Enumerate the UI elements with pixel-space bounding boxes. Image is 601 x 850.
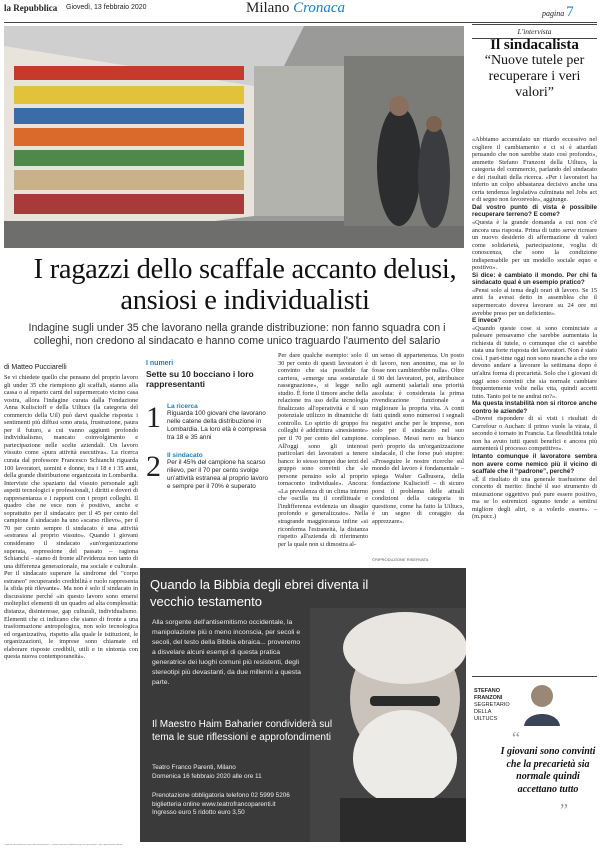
ad-body: Alla sorgente dell'antisemitismo occidentale, la manipolazione più o meno inconscia, per secoli e secoli, del testo della Bibbia ebraica... proveremo a disvelare alcuni esempi di questa pratica generatrice dei luoghi comuni più resistenti, degli stereotipi più devastanti, da due millenni a questa parte. [152,619,301,686]
person-role: SEGRETARIO DELLA UILTUCS [474,702,510,722]
issue-date: Giovedì, 13 febbraio 2020 [66,4,147,11]
interview-answer: «Dovrei rispondere di sì visti i risultati di Carrefour o Auchan: il primo vuole la virata, il secondo è tornato in Francia. La flessibilità totale non ha avuto tutti questi benefici e ancora più aumenterà il processo competitivo». [472,415,597,453]
ad-datetime: Domenica 16 febbraio 2020 alle ore 11 [152,772,262,780]
svg-text:”: ” [560,802,568,814]
stat-tag: La ricerca [167,403,198,410]
interview-answer: «Pensi solo al tema degli orari di lavoro. Se 15 anni fa avessi detto in assemblea che il supermercato doveva lavorare su 24 ore mi avrebbe preso per un deficiente». [472,286,597,317]
stat-item-1 [146,403,272,442]
numbers-label: I numeri [146,360,174,367]
interview-question: E invece? [472,317,502,325]
headline: I ragazzi dello scaffale accanto delusi, ansiosi e individualisti [33,254,457,316]
interview-question: Intanto comunque il lavoratore sembra non avere come nemico più il vicino di scaffale che il “padrone”, perché? [472,452,597,476]
advertisement [140,568,466,842]
numbers-title: Sette su 10 bocciano i loro rappresentanti [146,369,254,389]
quote-open-icon [512,732,530,744]
page-number: 7 [566,4,574,20]
interview-answer: «Questa è la grande domanda a cui non c'è ancora una risposta. Prima di tutto serve ricreare un nuovo desiderio di affermazione di valori come solidarietà, partecipazione, voglia di conoscenza, che sono la condizione indispensabile per un modello sociale equo e positivo». [472,219,597,272]
interview-question: Dal vostro punto di vista è possibile recuperare terreno? E come? [472,203,597,219]
byline: di Matteo Pucciarelli [4,364,67,371]
pull-quote: I giovani sono convinti che la precarietà sia normale quindi accettano tutto [500,746,596,795]
avatar [520,680,564,726]
stat-tag: Il sindacato [167,452,203,459]
subheadline: Indagine sugli under 35 che lavorano nella grande distribuzione: non fanno squadra con i colleghi, non credono al sindacato e hanno come unico traguardo l'aumento del salario [28,322,446,347]
stat-number: 2 [146,450,161,483]
interview-quote-title: “Nuove tutele per recuperare i veri valori” [484,53,585,100]
ad-booking [152,792,392,818]
footer-note: Copia di 9b5c9cb8b3cc1c01a2d7c4bcf6bfa2e6 - Questo articolo è pubblicato per uso personale. Ogni riproduzione vietata. [4,844,123,846]
newspaper-logo: la Repubblica [4,3,58,13]
interview-kicker: L'intervista [472,24,597,39]
interview-answer: «È il risultato di una generale trasfusione del concetto di merito: finché il suo strumento di misurazione oggettivo può pure essere positivo, ma se lo estremizzi ognuno tende a sentirsi migliore degli altri, o a volerlo essere». –(m.pucc.) [472,475,597,521]
person-name: STEFANO FRANZONI [474,688,503,701]
stat-item-2 [146,452,272,491]
ad-price: Ingresso euro 5 ridotto euro 3,50 [152,809,245,816]
numbers-box [146,360,272,565]
article-column-4: un senso di appartenenza. Un posto di lavoro, non anonimo, ma se lo fosse non cambierebbe nulla». Oltre il 90 dei lavoratori, poi, attribuisce agli aumenti salariali una priorità assoluta: è considerata la prima rivendicazione funzionale a migliorare la propria vita. A conti fatti quindi sono numerosi i segnali negativi anche per le imprese, non solo per il sindacato nel suo complesso. Messi nero su bianco però proprio da un'organizzazione sindacale, il che forse può stupire: «Proseguire le nostre ricerche sul mondo del lavoro è fondamentale – spiega Walter Galbusera, della fondazione Kuliscioff – di sicuro porsi il problema delle attuali condizioni della categoria in questione, come ha fatto la Uiltucs, è un segno di coraggio da apprezzare». [372,352,464,526]
stat-number: 1 [146,401,161,434]
article-column-3: Per dare qualche esempio: solo il 30 per cento di questi lavoratori è convinto che sia possibile far carriera, «emerge una sostanziale rassegnazione», si legge nello studio. È forte il timore anche della relazione tra uso della tecnologia finalizzato all'operatività e il suo potenziale utilizzo in dinamiche di controllo. Lo spirito di gruppo fra colleghi è addirittura «inesistente» per il 70 per cento del campione. All'oggi sono gli interessi particolari dei lavoratori a tenere banco: lo stesso tempo due terzi del gruppo sono convinti che «le persone pensino solo al proprio tornaconto individuale». Ancora: «La prevalenza di un clima interno che oscilla tra il conflittuale e l'indifferenza evidenzia un disagio profondo e generalizzato». Nella stragrande maggioranza infine «si riconferma l'estraneità, la distanza rispetto all'azienda di riferimento per la quale non si dimostra al- [278,352,368,548]
supermarket-illustration [4,26,464,248]
supermarket-photo [4,26,464,248]
stat-text: Riguarda 100 giovani che lavorano nelle catene della distribuzione in Lombardia. La loro età è compresa tra 18 e 35 anni [167,410,267,441]
section-sub: Cronaca [293,0,346,16]
interview-body [472,136,597,676]
section-city: Milano [246,0,290,16]
interview-question: Si dice: è cambiato il mondo. Per chi fa sindacato qual è un esempio pratico? [472,271,597,287]
svg-text:“: “ [512,732,520,744]
ad-phone: Prenotazione obbligatoria telefono 02 5999 5206 [152,792,290,799]
interview-question: Ma questa instabilità non si ritorce anche contro le aziende? [472,400,597,415]
ad-venue: Teatro Franco Parenti, Milano [152,764,236,771]
sidebar-divider [472,676,597,677]
interview-intro: «Abbiamo accumulato un ritardo eccessivo nel cogliere il cambiamento e ci si è attardati pensando che non sarebbe stato così profondo», ammette Stefano Franzoni della Uiltucs, la categoria del commercio, parlando del sindacato e dei risultati della ricerca. «Per i lavoratori ha inferto un colpo abbastanza decisivo anche una certa tendenza legislativa culminata nel Jobs act e di segno non favorevole», aggiunge. [472,136,597,204]
interview-heading: Il sindacalista [490,37,579,53]
ad-online[interactable]: biglietteria online www.teatrofrancoparenti.it [152,800,276,808]
article-column-1: Se vi chiedete quello che pensano del proprio lavoro gli under 35 che riempiono gli scaffali, stanno alla cassa o al reparto carni del supermercato vicino casa vostra, allora l'indagine curata dalla Fondazione Anna Kuliscioff e della Uiltucs (la categoria del commercio della Uil) può darvi qualche risposta: i sentimenti più diffusi sono ansia, frustrazione, paura per il futuro, a cui vanno aggiunti profondo individualismo, mancato coinvolgimento e partecipazione nelle scelte aziendali. Un lavoro vissuto come «pura attività esecutiva». La ricerca curata dal professore Francesco Schianchi riguarda 100 lavoratori, uomini e donne, tra i 18 e i 35 anni, della grande distribuzione organizzata in Lombardia. Interviste che spaziano dal vissuto personale agli aspetti tecnologici e professionali, i diritti e doveri di rappresentanza e i rapporti con i propri colleghi. Il quadro che ne esce non è positivo, anche e soprattutto per il sindacato: per il 45 per cento del campione il sindacato ha uno «scarso rilievo», per il 70 per cento sempre il sindacato è una attività «estranea al proprio vissuto». Quando i giovani considerano il sindacato «un'organizzazione superata, espressione del passato – ragiona Schianchi – siamo di fronte all'evidenza non tanto di una differenza generazionale, ma sociale e culturale. Per il sindacato superare la sindrome del "corpo estraneo" recuperando credibilità e ruolo rappresenta la sfida più rilevante». Ma non è solo il sindacato in discussione perché «in questo lavoro sono emersi molteplici elementi di un quadro ad alta complessità: distanza, disinteresse, gap culturali, individualismo. Elementi che ci indicano che siamo di fronte a una trasformazione antropologica, non solo tecnologica ed organizzativa, rispetto alla quale le istituzioni, le organizzazioni, le imprese sono chiamate ed elaborare risposte credibili, utili e in sintonia con questa nuova contemporaneità». [4,374,138,661]
quote-close-icon [560,802,578,814]
header-rule [4,22,597,23]
page-label: pagina [542,9,565,18]
page-indicator [542,4,574,21]
ad-info [152,764,372,781]
interview-title [472,37,597,101]
ad-maestro: Il Maestro Haim Baharier condividerà sul tema le sue riflessioni e approfondimenti [152,719,333,743]
copyright-note: ©RIPRODUZIONE RISERVATA [372,557,429,562]
interview-answer: «Quando queste cose si sono cominciate a palesare pensavamo che sarebbe aumentata la richiesta di tutele, o comunque che ci sarebbe stata una forte risposta dei lavoratori. Non è stato così. I part-time oggi non sono neanche a che ore devono andare a lavorare la settimana dopo è un'altra forma di precarietà. Solo che i giovani di oggi sono convinti che sia normale cambiare frequentemente volte nella vita, quindi accetti tutto. Tanto poi te ne andrai no?». [472,324,597,400]
stat-text: Per il 45% del campione ha scarso rilievo, per il 70 per cento svolge un'attività estranea al proprio lavoro e sempre per il 70% è superato [167,459,269,490]
person-info [474,688,514,723]
section-title [246,0,345,17]
ad-title: Quando la Bibbia degli ebrei diventa il vecchio testamento [150,577,369,609]
